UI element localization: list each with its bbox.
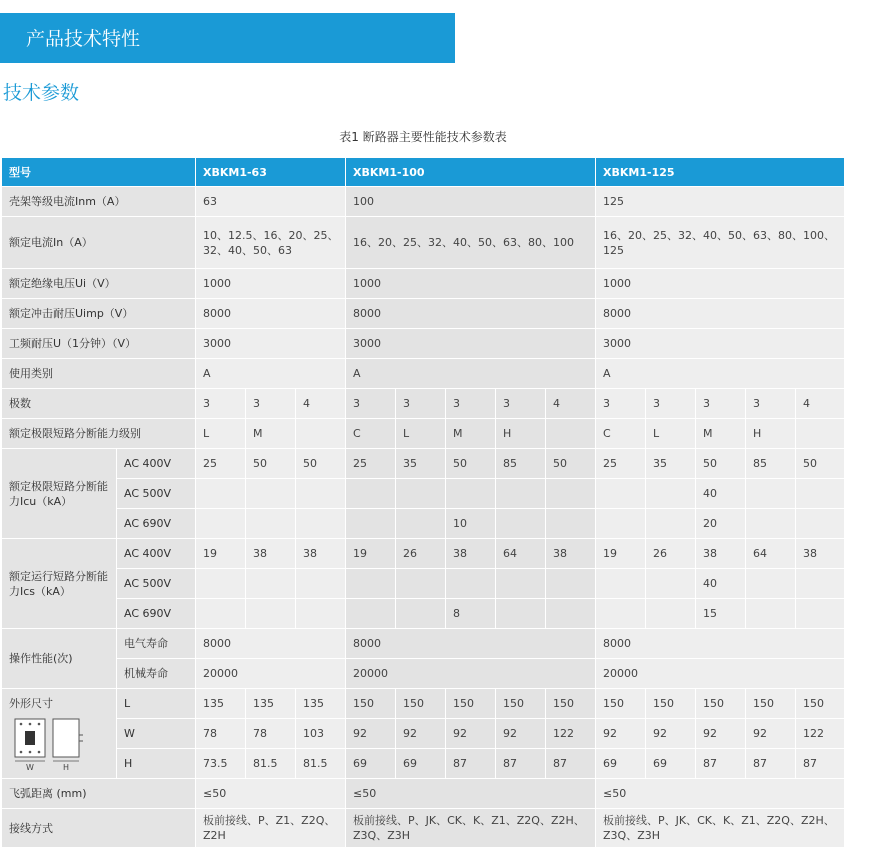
value-cell [346,509,396,539]
value-cell: 3 [596,389,646,419]
value-cell: 135 [246,689,296,719]
value-cell: 8000 [346,299,596,329]
value-cell: 38 [546,539,596,569]
value-cell: 8000 [196,299,346,329]
value-cell: 92 [346,719,396,749]
value-cell: 19 [596,539,646,569]
value-cell [796,479,845,509]
table-row [2,599,845,629]
breaker-outline-diagram [9,715,85,771]
dimensions-label: 外形尺寸 [9,697,53,710]
table-row [2,749,845,779]
value-cell [246,479,296,509]
value-cell: 135 [296,689,346,719]
value-cell [796,599,845,629]
value-cell: 69 [396,749,446,779]
row-label: 极数 [2,389,196,419]
value-cell: 50 [696,449,746,479]
table-row [2,158,845,187]
value-cell: A [596,359,845,389]
value-cell [746,569,796,599]
value-cell: C [346,419,396,449]
value-cell: 4 [546,389,596,419]
sub-label: AC 690V [117,599,196,629]
value-cell: 63 [196,187,346,217]
sub-label: AC 690V [117,509,196,539]
value-cell: L [396,419,446,449]
value-cell: 135 [196,689,246,719]
value-cell: 10、12.5、16、20、25、32、40、50、63 [196,217,346,269]
table-row [2,569,845,599]
row-label: 工频耐压U（1分钟）（V） [2,329,196,359]
value-cell: ≤50 [596,779,845,809]
value-cell: 150 [346,689,396,719]
value-cell [246,599,296,629]
sub-label: W [117,719,196,749]
value-cell: 4 [296,389,346,419]
value-cell: 19 [346,539,396,569]
value-cell: 73.5 [196,749,246,779]
table-row [2,479,845,509]
value-cell: 78 [246,719,296,749]
table-row [2,449,845,479]
spec-table [1,157,845,848]
value-cell [296,479,346,509]
value-cell [396,569,446,599]
value-cell: ≤50 [346,779,596,809]
value-cell: 150 [696,689,746,719]
value-cell: 1000 [196,269,346,299]
value-cell: 85 [746,449,796,479]
value-cell [196,509,246,539]
row-label: 额定极限短路分断能力Icu（kA） [2,449,117,539]
sub-label: H [117,749,196,779]
value-cell: 122 [546,719,596,749]
value-cell [196,569,246,599]
value-cell: 87 [446,749,496,779]
value-cell: 69 [646,749,696,779]
diagram-w-label: W [26,763,34,771]
row-label: 操作性能(次) [2,629,117,689]
value-cell: 87 [496,749,546,779]
value-cell [746,479,796,509]
value-cell [646,569,696,599]
table-caption: 表1 断路器主要性能技术参数表 [339,130,507,144]
value-cell: 3 [396,389,446,419]
diagram-h-label: H [62,763,70,771]
table-row [2,359,845,389]
value-cell: 16、20、25、32、40、50、63、80、100 [346,217,596,269]
value-cell [546,479,596,509]
value-cell: 8000 [196,629,346,659]
value-cell: 26 [396,539,446,569]
value-cell: 3 [496,389,546,419]
sub-label: 机械寿命 [117,659,196,689]
model-header: XBKM1-100 [346,158,596,187]
value-cell: 40 [696,479,746,509]
value-cell [546,419,596,449]
value-cell: 38 [246,539,296,569]
banner-title: 产品技术特性 [26,28,141,50]
value-cell: 20000 [596,659,845,689]
value-cell: 20 [696,509,746,539]
value-cell: 38 [446,539,496,569]
value-cell: 150 [446,689,496,719]
sub-label: AC 500V [117,569,196,599]
row-label: 接线方式 [2,809,196,848]
value-cell [496,479,546,509]
value-cell: 87 [746,749,796,779]
value-cell: 3 [746,389,796,419]
sub-label: L [117,689,196,719]
value-cell [246,569,296,599]
value-cell: 150 [646,689,696,719]
value-cell [296,599,346,629]
table-row [2,689,845,719]
value-cell [646,599,696,629]
row-label: 使用类别 [2,359,196,389]
table-row [2,187,845,217]
value-cell: 150 [746,689,796,719]
value-cell: 3000 [346,329,596,359]
value-cell [196,479,246,509]
value-cell: 92 [746,719,796,749]
value-cell: 10 [446,509,496,539]
value-cell: 40 [696,569,746,599]
sub-label: AC 400V [117,449,196,479]
value-cell [546,569,596,599]
table-row [2,659,845,689]
value-cell: 3 [696,389,746,419]
value-cell: 35 [396,449,446,479]
value-cell [646,509,696,539]
value-cell: 64 [746,539,796,569]
sub-label: AC 400V [117,539,196,569]
value-cell: H [496,419,546,449]
header-label: 型号 [2,158,196,187]
table-row [2,217,845,269]
value-cell: 1000 [596,269,845,299]
value-cell: H [746,419,796,449]
row-label [2,689,117,779]
value-cell: 92 [396,719,446,749]
value-cell: 50 [796,449,845,479]
value-cell: ≤50 [196,779,346,809]
value-cell: 150 [546,689,596,719]
value-cell: 150 [496,689,546,719]
value-cell: 20000 [196,659,346,689]
value-cell [496,599,546,629]
value-cell: 69 [596,749,646,779]
model-header: XBKM1-63 [196,158,346,187]
value-cell: 8 [446,599,496,629]
value-cell: 38 [296,539,346,569]
value-cell: M [696,419,746,449]
sub-label: AC 500V [117,479,196,509]
value-cell: 92 [646,719,696,749]
value-cell [296,509,346,539]
value-cell: 50 [296,449,346,479]
value-cell [796,569,845,599]
value-cell [796,509,845,539]
value-cell: 35 [646,449,696,479]
model-header: XBKM1-125 [596,158,845,187]
table-row [2,809,845,848]
table-row [2,419,845,449]
value-cell: 3 [246,389,296,419]
value-cell [496,569,546,599]
row-label: 额定运行短路分断能力Ics（kA） [2,539,117,629]
value-cell [646,479,696,509]
value-cell: 103 [296,719,346,749]
value-cell: 81.5 [296,749,346,779]
value-cell: 150 [596,689,646,719]
value-cell: A [196,359,346,389]
value-cell: 26 [646,539,696,569]
value-cell: 3000 [196,329,346,359]
value-cell: 8000 [596,299,845,329]
value-cell: 81.5 [246,749,296,779]
value-cell [346,569,396,599]
value-cell: 50 [446,449,496,479]
value-cell [446,479,496,509]
value-cell: 15 [696,599,746,629]
table-row [2,539,845,569]
value-cell: 板前接线、P、JK、CK、K、Z1、Z2Q、Z2H、Z3Q、Z3H [596,809,845,848]
value-cell [546,599,596,629]
value-cell: 92 [696,719,746,749]
value-cell: 122 [796,719,845,749]
value-cell: 3 [646,389,696,419]
value-cell: M [246,419,296,449]
value-cell: A [346,359,596,389]
section-heading: 技术参数 [3,82,80,104]
table-row [2,629,845,659]
table-row [2,509,845,539]
value-cell [596,599,646,629]
value-cell: 8000 [596,629,845,659]
value-cell: 4 [796,389,845,419]
value-cell: 3 [346,389,396,419]
value-cell: 87 [696,749,746,779]
value-cell: 板前接线、P、Z1、Z2Q、Z2H [196,809,346,848]
row-label: 额定电流In（A） [2,217,196,269]
row-label: 飞弧距离 (mm) [2,779,196,809]
value-cell: L [646,419,696,449]
value-cell [796,419,845,449]
table-row [2,299,845,329]
value-cell: 125 [596,187,845,217]
value-cell: 25 [596,449,646,479]
row-label: 额定绝缘电压Ui（V） [2,269,196,299]
value-cell [396,599,446,629]
value-cell: 19 [196,539,246,569]
value-cell [746,509,796,539]
value-cell: 8000 [346,629,596,659]
value-cell: 1000 [346,269,596,299]
value-cell: 85 [496,449,546,479]
table-row [2,719,845,749]
value-cell: 25 [346,449,396,479]
value-cell: L [196,419,246,449]
value-cell: M [446,419,496,449]
value-cell: 150 [396,689,446,719]
value-cell: 3 [446,389,496,419]
value-cell [446,569,496,599]
value-cell: 150 [796,689,845,719]
row-label: 额定极限短路分断能力级别 [2,419,196,449]
value-cell [196,599,246,629]
value-cell: 20000 [346,659,596,689]
value-cell [396,509,446,539]
value-cell: 板前接线、P、JK、CK、K、Z1、Z2Q、Z2H、Z3Q、Z3H [346,809,596,848]
value-cell: 87 [796,749,845,779]
value-cell: 16、20、25、32、40、50、63、80、100、125 [596,217,845,269]
value-cell [546,509,596,539]
value-cell: 25 [196,449,246,479]
value-cell [246,509,296,539]
value-cell: 87 [546,749,596,779]
value-cell: 100 [346,187,596,217]
table-row [2,269,845,299]
value-cell [296,419,346,449]
value-cell: 38 [796,539,845,569]
value-cell: 3 [196,389,246,419]
value-cell: 69 [346,749,396,779]
value-cell [596,509,646,539]
value-cell: 38 [696,539,746,569]
value-cell [346,479,396,509]
sub-label: 电气寿命 [117,629,196,659]
section-banner [0,13,455,63]
value-cell [596,569,646,599]
value-cell: 64 [496,539,546,569]
table-row [2,329,845,359]
value-cell: 92 [596,719,646,749]
value-cell: 92 [496,719,546,749]
value-cell [596,479,646,509]
value-cell: 92 [446,719,496,749]
row-label: 壳架等级电流Inm（A） [2,187,196,217]
value-cell: 50 [246,449,296,479]
value-cell: C [596,419,646,449]
value-cell: 78 [196,719,246,749]
value-cell [396,479,446,509]
value-cell [346,599,396,629]
row-label: 额定冲击耐压Uimp（V） [2,299,196,329]
value-cell [746,599,796,629]
value-cell [296,569,346,599]
table-row [2,779,845,809]
value-cell [496,509,546,539]
table-row [2,389,845,419]
value-cell: 50 [546,449,596,479]
value-cell: 3000 [596,329,845,359]
